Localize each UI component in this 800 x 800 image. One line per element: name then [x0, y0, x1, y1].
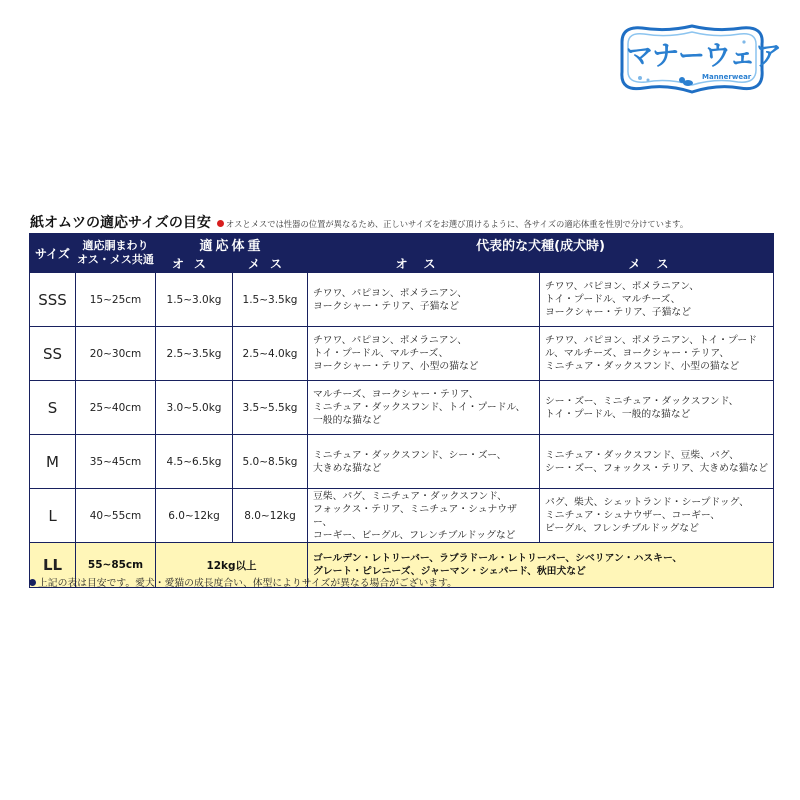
breed-line: トイ・プードル、マルチーズ、 [545, 294, 681, 305]
male-breeds-cell [308, 381, 540, 435]
gender-note-text: オスとメスでは性器の位置が異なるため、正しいサイズをお選び頂けるように、各サイズの適応体重を性別で分けています。 [225, 218, 689, 229]
female-breeds-cell [540, 435, 774, 489]
table-row [30, 489, 774, 543]
girth-cell: 40~55cm [76, 489, 156, 543]
breed-line: コーギー、ビーグル、フレンチブルドッグなど [313, 529, 516, 541]
size-cell: L [30, 489, 76, 543]
breed-line: ル、マルチーズ、ヨークシャー・テリア、 [545, 348, 730, 359]
male-breeds-cell [308, 273, 540, 327]
girth-cell: 55~85cm [76, 543, 156, 588]
header-breeds-female: メス [540, 255, 774, 273]
breed-line: マルチーズ、ヨークシャー・テリア、 [313, 389, 479, 400]
breed-line: ミニチュア・ダックスフンド、小型の猫など [545, 361, 740, 372]
male-weight-cell: 2.5~3.5kg [156, 327, 233, 381]
male-weight-cell: 3.0~5.0kg [156, 381, 233, 435]
female-weight-cell: 2.5~4.0kg [233, 327, 308, 381]
breed-line: ミニチュア・ダックスフンド、トイ・プードル、 [313, 402, 526, 413]
header-breeds: 代表的な犬種(成犬時) [308, 234, 774, 255]
male-weight-cell: 6.0~12kg [156, 489, 233, 543]
breed-line: チワワ、パピヨン、ポメラニアン、 [545, 281, 700, 292]
breed-line: ヨークシャー・テリア、小型の猫など [313, 361, 479, 372]
breed-line: ミニチュア・ダックスフンド、シー・ズー、 [313, 449, 507, 461]
disclaimer-text: 上記の表は目安です。愛犬・愛猫の成長度合い、体型によりサイズが異なる場合がございます。 [38, 578, 457, 589]
female-breeds-cell [540, 381, 774, 435]
breed-line: チワワ、パピヨン、ポメラニアン、 [313, 287, 468, 299]
header-girth-line1: 適応胴まわり [82, 239, 149, 252]
breed-line: パグ、柴犬、シェットランド・シープドッグ、 [545, 497, 749, 508]
breed-line: ヨークシャー・テリア、子猫など [545, 307, 691, 318]
breed-line: トイ・プードル、マルチーズ、 [313, 348, 449, 359]
page-title: 紙オムツの適応サイズの目安 [30, 215, 211, 231]
girth-cell: 15~25cm [76, 273, 156, 327]
breed-line: チワワ、パピヨン、ポメラニアン、 [313, 335, 468, 346]
size-cell: S [30, 381, 76, 435]
breed-line: フォックス・テリア、ミニチュア・シュナウザー、 [313, 503, 517, 528]
gender-note [217, 218, 688, 230]
male-weight-cell: 1.5~3.0kg [156, 273, 233, 327]
header-girth-line2: オス・メス共通 [77, 253, 154, 266]
breed-line: シー・ズー、フォックス・テリア、大きめな猫など [545, 462, 769, 474]
girth-cell: 25~40cm [76, 381, 156, 435]
breed-line: 大きめな猫など [313, 462, 382, 474]
header-breeds-male: オス [308, 255, 540, 273]
female-weight-cell: 1.5~3.5kg [233, 273, 308, 327]
female-weight-cell: 8.0~12kg [233, 489, 308, 543]
size-cell: SSS [30, 273, 76, 327]
table-row [30, 435, 774, 489]
female-weight-cell: 5.0~8.5kg [233, 435, 308, 489]
breed-line: 豆柴、パグ、ミニチュア・ダックスフンド、 [313, 490, 507, 502]
blue-bullet-icon [29, 579, 36, 586]
size-cell: SS [30, 327, 76, 381]
male-breeds-cell [308, 489, 540, 543]
breed-line: トイ・プードル、一般的な猫など [545, 408, 691, 420]
male-weight-cell: 4.5~6.5kg [156, 435, 233, 489]
header-size: サイズ [30, 234, 76, 273]
breed-line: ミニチュア・シュナウザー、コーギー、 [545, 510, 721, 521]
breed-line: ビーグル、フレンチブルドッグなど [545, 523, 699, 534]
brand-logo [612, 22, 781, 96]
female-breeds-cell [540, 489, 774, 543]
breed-line: 一般的な猫など [313, 415, 382, 426]
brand-logo-subtext: Mannerwear [702, 73, 752, 81]
size-cell: M [30, 435, 76, 489]
table-row [30, 381, 774, 435]
title-row [30, 212, 775, 232]
size-cell: LL [30, 543, 76, 588]
table-row [30, 273, 774, 327]
brand-logo-text: マナーウェア [626, 41, 781, 72]
header-girth [76, 234, 156, 273]
male-breeds-cell [308, 435, 540, 489]
breed-line: ゴールデン・レトリーバー、ラブラドール・レトリーバー、シベリアン・ハスキー、 [313, 553, 683, 564]
red-bullet-icon [217, 220, 224, 227]
female-weight-cell: 3.5~5.5kg [233, 381, 308, 435]
breed-line: グレート・ピレニーズ、ジャーマン・シェパード、秋田犬など [313, 566, 586, 577]
breed-line: ヨークシャー・テリア、子猫など [313, 300, 459, 312]
table-row [30, 327, 774, 381]
disclaimer-note [29, 575, 457, 589]
header-weight: 適応体重 [156, 234, 308, 255]
breed-line: シー・ズー、ミニチュア・ダックスフンド、 [545, 395, 739, 407]
weight-cell: 12kg以上 [156, 543, 308, 588]
header-weight-male: オス [156, 255, 233, 273]
header-weight-female: メス [233, 255, 308, 273]
female-breeds-cell [540, 327, 774, 381]
breed-line: チワワ、パピヨン、ポメラニアン、トイ・プード [545, 335, 758, 346]
girth-cell: 35~45cm [76, 435, 156, 489]
size-table [29, 233, 774, 588]
male-breeds-cell [308, 327, 540, 381]
female-breeds-cell [540, 273, 774, 327]
breed-line: ミニチュア・ダックスフンド、豆柴、パグ、 [545, 449, 739, 461]
girth-cell: 20~30cm [76, 327, 156, 381]
